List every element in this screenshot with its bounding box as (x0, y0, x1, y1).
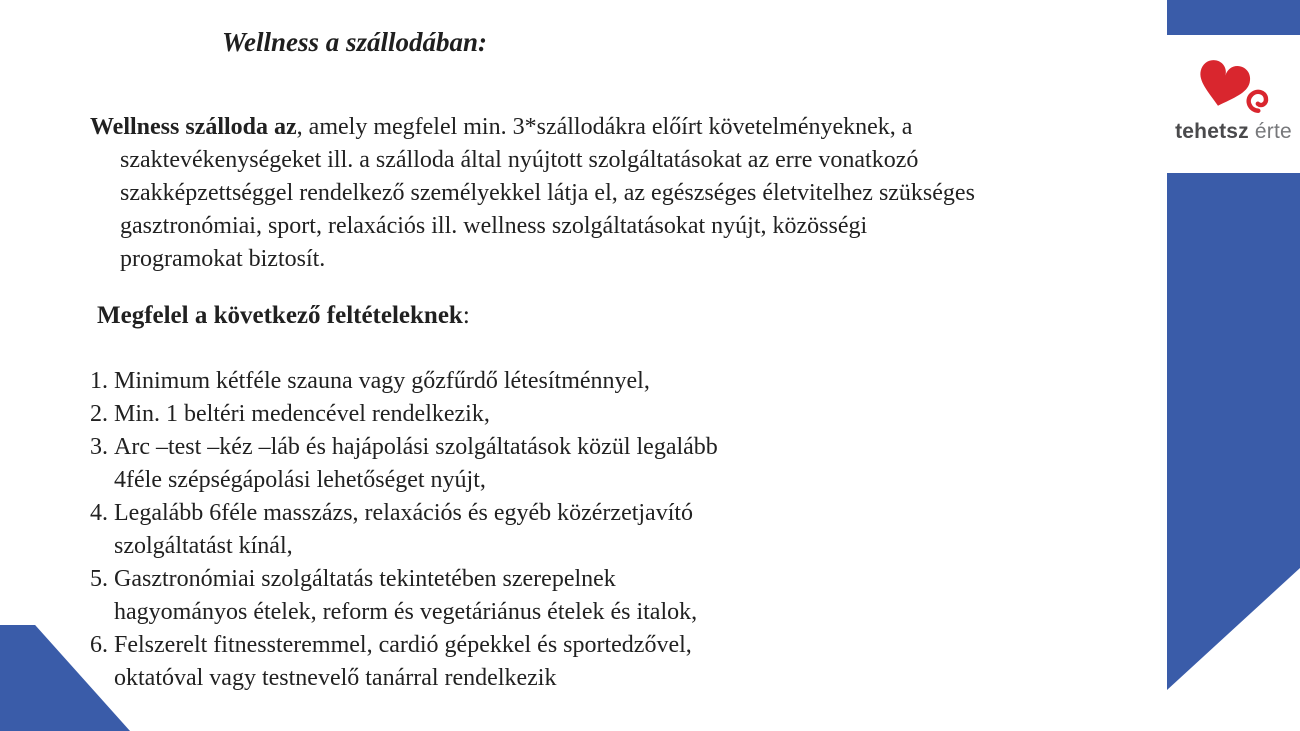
conditions-list (90, 365, 1100, 695)
paragraph-line: gasztronómiai, sport, relaxációs ill. wellness szolgáltatásokat nyújt, közösségi (120, 213, 868, 239)
paragraph-line1-rest: , amely megfelel min. 3*szállodákra előírt követelményeknek, a (296, 114, 913, 140)
list-item-text (114, 629, 1100, 695)
list-item (90, 629, 1100, 695)
logo (1167, 58, 1300, 144)
subheading-colon: : (462, 302, 470, 329)
heart-icon (1194, 58, 1274, 118)
right-accent-banner (1167, 173, 1300, 690)
list-item (90, 398, 1100, 431)
list-item-line: Felszerelt fitnessteremmel, cardió gépekkel és sportedzővel, (114, 632, 692, 658)
list-item-text (114, 365, 1100, 398)
list-item-line: Legalább 6féle masszázs, relaxációs és egyéb közérzetjavító (114, 500, 694, 526)
subheading-bold: Megfelel a következő feltételeknek (97, 302, 463, 329)
logo-brand-bold: tehetsz (1175, 120, 1249, 143)
paragraph-line: programokat biztosít. (120, 246, 326, 272)
list-item-line: szolgáltatást kínál, (114, 533, 293, 559)
list-item-number: 3. (90, 434, 108, 460)
top-right-accent-bar (1167, 0, 1300, 35)
list-item (90, 563, 1100, 629)
swirl-icon (1246, 90, 1269, 113)
conditions-subheading (97, 302, 470, 330)
list-item-line: Gasztronómiai szolgáltatás tekintetében szerepelnek (114, 566, 616, 592)
paragraph-line: szakképzettséggel rendelkező személyekkel látja el, az egészséges életvitelhez szükséges (120, 180, 975, 206)
slide-title: Wellness a szállodában: (222, 27, 488, 57)
list-item-text (114, 398, 1100, 431)
paragraph-line (90, 111, 1100, 144)
intro-paragraph (90, 111, 1100, 276)
list-item-number: 5. (90, 566, 108, 592)
list-item-line: oktatóval vagy testnevelő tanárral rendelkezik (114, 665, 557, 691)
paragraph-line: szaktevékenységeket ill. a szálloda által nyújtott szolgáltatásokat az erre vonatkozó (120, 147, 919, 173)
logo-brand-light: érte (1248, 120, 1292, 143)
list-item-line: Arc –test –kéz –láb és hajápolási szolgáltatások közül legalább (114, 434, 718, 460)
list-item-number: 6. (90, 632, 108, 658)
list-item (90, 431, 1100, 497)
list-item-line: 4féle szépségápolási lehetőséget nyújt, (114, 467, 486, 493)
list-item-line: Minimum kétféle szauna vagy gőzfűrdő létesítménnyel, (114, 368, 650, 394)
list-item-line: Min. 1 beltéri medencével rendelkezik, (114, 401, 490, 427)
list-item-number: 4. (90, 500, 108, 526)
list-item (90, 497, 1100, 563)
list-item (90, 365, 1100, 398)
list-item-number: 2. (90, 401, 108, 427)
list-item-text (114, 431, 1100, 497)
list-item-line: hagyományos ételek, reform és vegetáriánus ételek és italok, (114, 599, 698, 625)
list-item-text (114, 497, 1100, 563)
list-item-number: 1. (90, 368, 108, 394)
paragraph-lead-bold: Wellness szálloda az (90, 114, 297, 140)
logo-text (1167, 120, 1300, 144)
list-item-text (114, 563, 1100, 629)
